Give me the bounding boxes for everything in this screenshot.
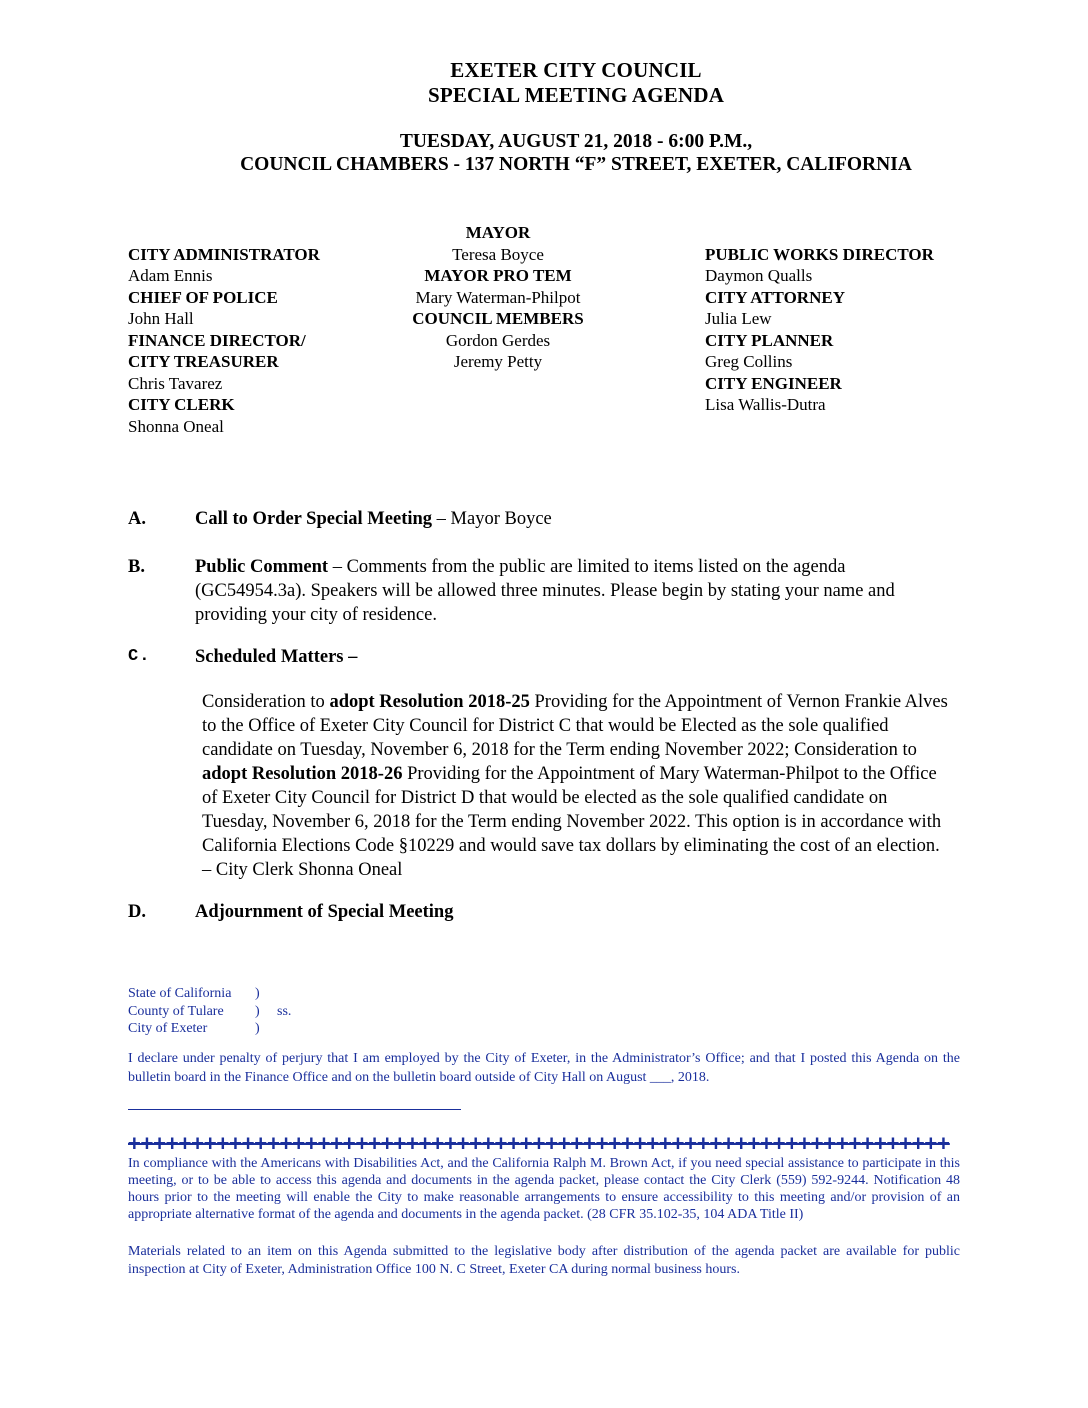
item-letter: B. xyxy=(128,557,145,577)
agenda-item-b xyxy=(128,555,952,627)
signature-line xyxy=(128,1109,461,1110)
official-title: CITY ADMINISTRATOR xyxy=(128,244,320,264)
notary-paren: ) xyxy=(255,1003,260,1019)
official-name: Jeremy Petty xyxy=(453,352,543,371)
resolution-2018-26: adopt Resolution 2018-26 xyxy=(202,764,403,784)
posting-declaration: I declare under penalty of perjury that I am employed by the City of Exeter, in the Administrator’s Office; and that I posted this Agenda on the bulletin board in the Finance Office and on the bulletin board outside of City Hall on August ___, 2018. xyxy=(128,1050,960,1085)
official-name: Lisa Wallis-Dutra xyxy=(705,395,826,414)
official-name: Gordon Gerdes xyxy=(445,330,551,350)
paragraph-segment: Providing for the Appointment of Mary Waterman-Philpot to the Office of Exeter City Council for District D that would be elected as the sole qualified candidate on Tuesday, November 6, 2018 for the Term ending November 2022. This option is in accordance with California Elections Code §10229 and would save tax dollars by eliminating the cost of an election. – City Clerk Shonna Oneal xyxy=(202,764,942,880)
materials-availability-paragraph: Materials related to an item on this Agenda submitted to the legislative body after distribution of the agenda packet are available for public inspection at City of Exeter, Administration Office 100 N. C Street, Exeter CA during normal business hours. xyxy=(128,1243,960,1277)
official-title: MAYOR xyxy=(465,223,531,242)
notary-label: County of Tulare xyxy=(128,1003,224,1019)
document-header xyxy=(128,0,1024,176)
notary-row xyxy=(128,1020,1088,1038)
official-title: CITY ATTORNEY xyxy=(705,287,845,307)
official-name: Daymon Qualls xyxy=(705,266,813,285)
paragraph-segment: Providing for the Appointment of Vernon Frankie Alves to the Office of Exeter City Council for District C that would be Elected as the sole qualified candidate on Tuesday, November 6, 2018 for the Term ending November 2022; Consideration to xyxy=(202,692,948,760)
item-text xyxy=(195,507,952,531)
official-title: CITY CLERK xyxy=(128,395,235,414)
official-name: Teresa Boyce xyxy=(452,244,544,264)
item-text xyxy=(195,555,952,627)
resolution-2018-25: adopt Resolution 2018-25 xyxy=(329,692,530,712)
officials-left-column xyxy=(128,222,368,437)
official-title: MAYOR PRO TEM xyxy=(424,266,572,285)
item-title: Adjournment of Special Meeting xyxy=(195,902,454,922)
plus-divider: +++++++++++++++++++++++++++++++++++++++++++++++++++++++++++++++++ xyxy=(128,1135,950,1150)
official-name: Mary Waterman-Philpot xyxy=(415,287,581,307)
official-title: CITY PLANNER xyxy=(705,330,834,350)
item-title: Call to Order Special Meeting xyxy=(195,509,433,529)
official-title: CHIEF OF POLICE xyxy=(128,287,278,307)
official-name: Adam Ennis xyxy=(128,266,213,285)
official-name: Shonna Oneal xyxy=(128,416,224,436)
item-letter: D. xyxy=(128,902,146,922)
official-title: CITY ENGINEER xyxy=(705,373,842,393)
notary-suffix: ss. xyxy=(277,1003,292,1019)
agenda-item-d xyxy=(128,900,952,924)
meeting-datetime: TUESDAY, AUGUST 21, 2018 - 6:00 P.M., xyxy=(399,131,753,152)
notary-venue-block xyxy=(128,985,1088,1038)
meeting-location: COUNCIL CHAMBERS - 137 NORTH “F” STREET, EXETER, CALIFORNIA xyxy=(240,154,912,175)
notary-paren: ) xyxy=(255,986,260,1001)
notary-row xyxy=(128,985,1088,1003)
notary-row xyxy=(128,1003,1088,1021)
item-letter: C. xyxy=(128,647,151,666)
item-body: – Mayor Boyce xyxy=(432,509,552,529)
officials-right-column xyxy=(705,222,960,437)
paragraph-segment: Consideration to xyxy=(202,692,330,712)
officials-column-spacer xyxy=(628,222,705,437)
official-name: Chris Tavarez xyxy=(128,373,223,393)
scheduled-matters-paragraph xyxy=(202,690,952,882)
official-title: FINANCE DIRECTOR/ xyxy=(128,330,306,350)
official-name: John Hall xyxy=(128,309,194,328)
agenda-item-a xyxy=(128,507,952,531)
agenda-item-c xyxy=(128,645,952,669)
doc-title: EXETER CITY COUNCIL xyxy=(450,58,702,82)
doc-subtitle: SPECIAL MEETING AGENDA xyxy=(427,83,725,107)
official-title: CITY TREASURER xyxy=(128,352,279,371)
item-letter: A. xyxy=(128,509,146,529)
notary-label: State of California xyxy=(128,986,232,1001)
official-name: Julia Lew xyxy=(705,309,772,328)
notary-label: City of Exeter xyxy=(128,1021,208,1036)
official-name: Greg Collins xyxy=(705,352,793,371)
ada-compliance-paragraph: In compliance with the Americans with Disabilities Act, and the California Ralph M. Brown Act, if you need special assistance to participate in this meeting, or to be able to access this agenda and documents in the agenda packet, please contact the City Clerk (559) 592-9244. Notification 48 hours prior to the meeting will enable the City to make reasonable arrangements to ensure accessibility to this meeting and/or provision of an appropriate alternative format of the agenda and documents in the agenda packet. (28 CFR 35.102-35, 104 ADA Title II) xyxy=(128,1155,960,1222)
notary-paren: ) xyxy=(255,1021,260,1036)
officials-roster xyxy=(128,222,960,437)
item-title: Scheduled Matters – xyxy=(195,647,358,667)
official-title: COUNCIL MEMBERS xyxy=(412,309,584,328)
officials-center-column xyxy=(368,222,628,437)
official-title: PUBLIC WORKS DIRECTOR xyxy=(705,244,934,264)
item-title: Public Comment xyxy=(195,557,329,577)
item-body: – Comments from the public are limited to items listed on the agenda (GC54954.3a). Speakers will be allowed three minutes. Please begin by stating your name and providing your city of residence. xyxy=(195,557,895,625)
agenda-items xyxy=(128,507,952,924)
